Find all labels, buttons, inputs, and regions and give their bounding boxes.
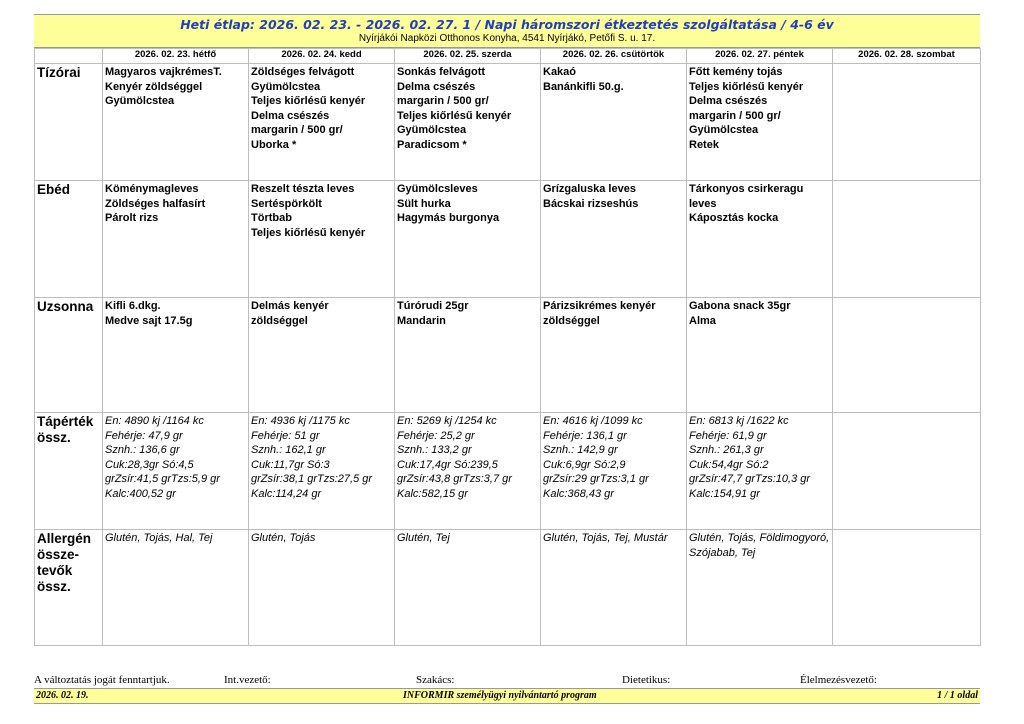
cell-line: Teljes kiőrlésű kenyér xyxy=(689,80,804,93)
cell-line: Párizsikrémes kenyér xyxy=(543,300,656,312)
cell-line: Glutén, Tej xyxy=(397,532,450,544)
cell-line: grZsír:38,1 grTzs:27,5 gr xyxy=(251,473,373,485)
menu-cell xyxy=(833,64,981,181)
disclaimer: A változtatás jogát fenntartjuk. xyxy=(34,674,170,686)
cell-line: Hagymás burgonya xyxy=(397,212,500,224)
menu-cell xyxy=(103,181,249,298)
nutrition-cell xyxy=(687,413,833,530)
cell-line: Mandarin xyxy=(397,314,446,327)
nutrition-cell xyxy=(103,413,249,530)
cell-line: Tárkonyos csirkeragu xyxy=(689,183,804,195)
dietetikus-label: Dietetikus: xyxy=(622,674,671,686)
cell-line: Főtt kemény tojás xyxy=(689,66,783,78)
cell-line: Kalc:400,52 gr xyxy=(105,487,176,500)
menu-cell xyxy=(833,298,981,413)
cell-line: Cuk:11,7gr Só:3 xyxy=(251,458,330,471)
cell-line: Cuk:54,4gr Só:2 xyxy=(689,458,769,471)
cell-line: Banánkifli 50.g. xyxy=(543,80,624,93)
cell-line: Gabona snack 35gr xyxy=(689,300,791,312)
menu-cell xyxy=(103,298,249,413)
elelmezesvezeto-label: Élelmezésvezető: xyxy=(800,674,877,686)
cell-line: Fehérje: 25,2 gr xyxy=(397,429,475,442)
cell-line: Gyümölcstea xyxy=(251,80,321,93)
cell-line: En: 5269 kj /1254 kc xyxy=(397,415,497,427)
allergen-row xyxy=(35,530,981,646)
page-number: 1 / 1 oldal xyxy=(937,690,978,701)
cell-line: grZsír:43,8 grTzs:3,7 gr xyxy=(397,473,512,485)
cell-line: Gyümölcstea xyxy=(397,124,467,136)
cell-line: Teljes kiőrlésű kenyér xyxy=(251,226,366,239)
day-header-row xyxy=(35,49,981,64)
cell-line: Fehérje: 51 gr xyxy=(251,429,320,442)
print-date: 2026. 02. 19. xyxy=(36,690,89,701)
allergen-cell xyxy=(687,530,833,646)
allergen-cell xyxy=(833,530,981,646)
menu-cell xyxy=(541,64,687,181)
meal-label: Ebéd xyxy=(35,181,103,298)
cell-line: Delma csészés xyxy=(397,80,476,93)
day-header: 2026. 02. 27. péntek xyxy=(687,49,833,64)
cell-line: Grízgaluska leves xyxy=(543,183,636,195)
cell-line: Reszelt tészta leves xyxy=(251,183,355,195)
cell-line: Sznh.: 136,6 gr xyxy=(105,444,180,456)
cell-line: Kenyér zöldséggel xyxy=(105,80,203,93)
corner-cell xyxy=(35,49,103,64)
cell-line: Cuk:17,4gr Só:239,5 xyxy=(397,458,498,471)
day-header: 2026. 02. 28. szombat xyxy=(833,49,981,64)
cell-line: Cuk:6,9gr Só:2,9 xyxy=(543,458,626,471)
meal-label: Uzsonna xyxy=(35,298,103,413)
program-name: INFORMIR személyügyi nyilvántartó program xyxy=(403,690,597,701)
cell-line: Párolt rizs xyxy=(105,212,159,224)
meal-label: Allergén össze-tevők össz. xyxy=(35,530,103,646)
cell-line: margarin / 500 gr/ xyxy=(251,124,343,136)
menu-cell xyxy=(687,64,833,181)
day-header: 2026. 02. 24. kedd xyxy=(249,49,395,64)
cell-line: Gyümölcsleves xyxy=(397,183,478,195)
cell-line: grZsír:29 grTzs:3,1 gr xyxy=(543,473,649,485)
meal-row-tizorai xyxy=(35,64,981,181)
meal-label: Tízórai xyxy=(35,64,103,181)
cell-line: Kifli 6.dkg. xyxy=(105,300,161,312)
nutrition-cell xyxy=(833,413,981,530)
cell-line: Fehérje: 61,9 gr xyxy=(689,429,767,442)
cell-line: Zöldséges felvágott xyxy=(251,66,355,78)
allergen-cell xyxy=(249,530,395,646)
cell-line: En: 6813 kj /1622 kc xyxy=(689,415,789,427)
nutrition-row xyxy=(35,413,981,530)
nutrition-cell xyxy=(395,413,541,530)
cell-line: Zöldséges halfasírt xyxy=(105,197,206,210)
cell-line: grZsír:41,5 grTzs:5,9 gr xyxy=(105,473,220,485)
cell-line: En: 4890 kj /1164 kc xyxy=(105,415,204,427)
meal-label: Tápérték össz. xyxy=(35,413,103,530)
cell-line: Túrórudi 25gr xyxy=(397,300,469,312)
cell-line: En: 4936 kj /1175 kc xyxy=(251,415,350,427)
cell-line: Magyaros vajkrémesT. xyxy=(105,66,222,78)
int-vezeto-label: Int.vezető: xyxy=(224,674,271,686)
meal-row-uzsonna xyxy=(35,298,981,413)
cell-line: Uborka * xyxy=(251,138,297,151)
menu-cell xyxy=(687,298,833,413)
cell-line: Gyümölcstea xyxy=(105,95,175,107)
cell-line: Fehérje: 136,1 gr xyxy=(543,429,627,442)
weekly-menu-table xyxy=(34,48,981,646)
page-header xyxy=(34,14,980,48)
cell-line: Kalc:368,43 gr xyxy=(543,487,614,500)
day-header: 2026. 02. 26. csütörtök xyxy=(541,49,687,64)
cell-line: Glutén, Tojás, Tej, Mustár xyxy=(543,532,668,544)
nutrition-cell xyxy=(541,413,687,530)
cell-line: Cuk:28,3gr Só:4,5 xyxy=(105,458,194,471)
menu-cell xyxy=(249,298,395,413)
cell-line: Sertéspörkölt xyxy=(251,197,322,210)
cell-line: Törtbab xyxy=(251,212,292,224)
menu-cell xyxy=(249,181,395,298)
page-footer xyxy=(34,689,980,704)
menu-cell xyxy=(103,64,249,181)
cell-line: margarin / 500 gr/ xyxy=(397,95,489,107)
cell-line: zöldséggel xyxy=(251,314,308,327)
menu-cell xyxy=(541,298,687,413)
cell-line: margarin / 500 gr/ xyxy=(689,109,781,122)
cell-line: Sznh.: 261,3 gr xyxy=(689,444,764,456)
cell-line: Kalc:582,15 gr xyxy=(397,487,468,500)
cell-line: Sonkás felvágott xyxy=(397,66,486,78)
allergen-cell xyxy=(541,530,687,646)
cell-line: Kakaó xyxy=(543,66,577,78)
cell-line: Teljes kiőrlésű kenyér xyxy=(251,95,366,107)
day-header: 2026. 02. 23. hétfő xyxy=(103,49,249,64)
menu-cell xyxy=(541,181,687,298)
cell-line: leves xyxy=(689,197,717,210)
cell-line: Sült hurka xyxy=(397,197,451,210)
cell-line: Sznh.: 162,1 gr xyxy=(251,444,326,456)
menu-cell xyxy=(687,181,833,298)
cell-line: Medve sajt 17.5g xyxy=(105,314,193,327)
cell-line: Paradicsom * xyxy=(397,138,467,151)
cell-line: Fehérje: 47,9 gr xyxy=(105,429,183,442)
cell-line: Sznh.: 133,2 gr xyxy=(397,444,472,456)
cell-line: Retek xyxy=(689,138,719,151)
kitchen-address: Nyírjákói Napközi Otthonos Konyha, 4541 Nyírjákó, Petőfi S. u. 17. xyxy=(358,33,656,44)
cell-line: Teljes kiőrlésű kenyér xyxy=(397,109,512,122)
menu-cell xyxy=(833,181,981,298)
cell-line: Káposztás kocka xyxy=(689,212,779,224)
cell-line: Bácskai rizseshús xyxy=(543,197,639,210)
allergen-cell xyxy=(395,530,541,646)
cell-line: Sznh.: 142,9 gr xyxy=(543,444,618,456)
menu-cell xyxy=(395,298,541,413)
day-header: 2026. 02. 25. szerda xyxy=(395,49,541,64)
cell-line: grZsír:47,7 grTzs:10,3 gr xyxy=(689,473,811,485)
menu-cell xyxy=(249,64,395,181)
cell-line: Köménymagleves xyxy=(105,183,199,195)
cell-line: Delma csészés xyxy=(251,109,330,122)
cell-line: En: 4616 kj /1099 kc xyxy=(543,415,643,427)
cell-line: Glutén, Tojás, Földimogyoró, Szójabab, Tej xyxy=(689,532,830,559)
cell-line: zöldséggel xyxy=(543,314,600,327)
cell-line: Kalc:154,91 gr xyxy=(689,487,760,500)
cell-line: Delma csészés xyxy=(689,95,768,107)
cell-line: Gyümölcstea xyxy=(689,124,759,136)
menu-cell xyxy=(395,181,541,298)
menu-cell xyxy=(395,64,541,181)
cell-line: Delmás kenyér xyxy=(251,300,329,312)
cell-line: Alma xyxy=(689,314,716,327)
meal-row-ebed xyxy=(35,181,981,298)
cell-line: Kalc:114,24 gr xyxy=(251,487,322,500)
cell-line: Glutén, Tojás, Hal, Tej xyxy=(105,532,213,544)
page-title: Heti étlap: 2026. 02. 23. - 2026. 02. 27. 1 / Napi háromszori étkeztetés szolgáltatása / 4-6 év xyxy=(180,17,834,32)
allergen-cell xyxy=(103,530,249,646)
signature-row xyxy=(34,674,980,689)
cell-line: Glutén, Tojás xyxy=(251,532,316,544)
szakacs-label: Szakács: xyxy=(416,674,455,686)
nutrition-cell xyxy=(249,413,395,530)
